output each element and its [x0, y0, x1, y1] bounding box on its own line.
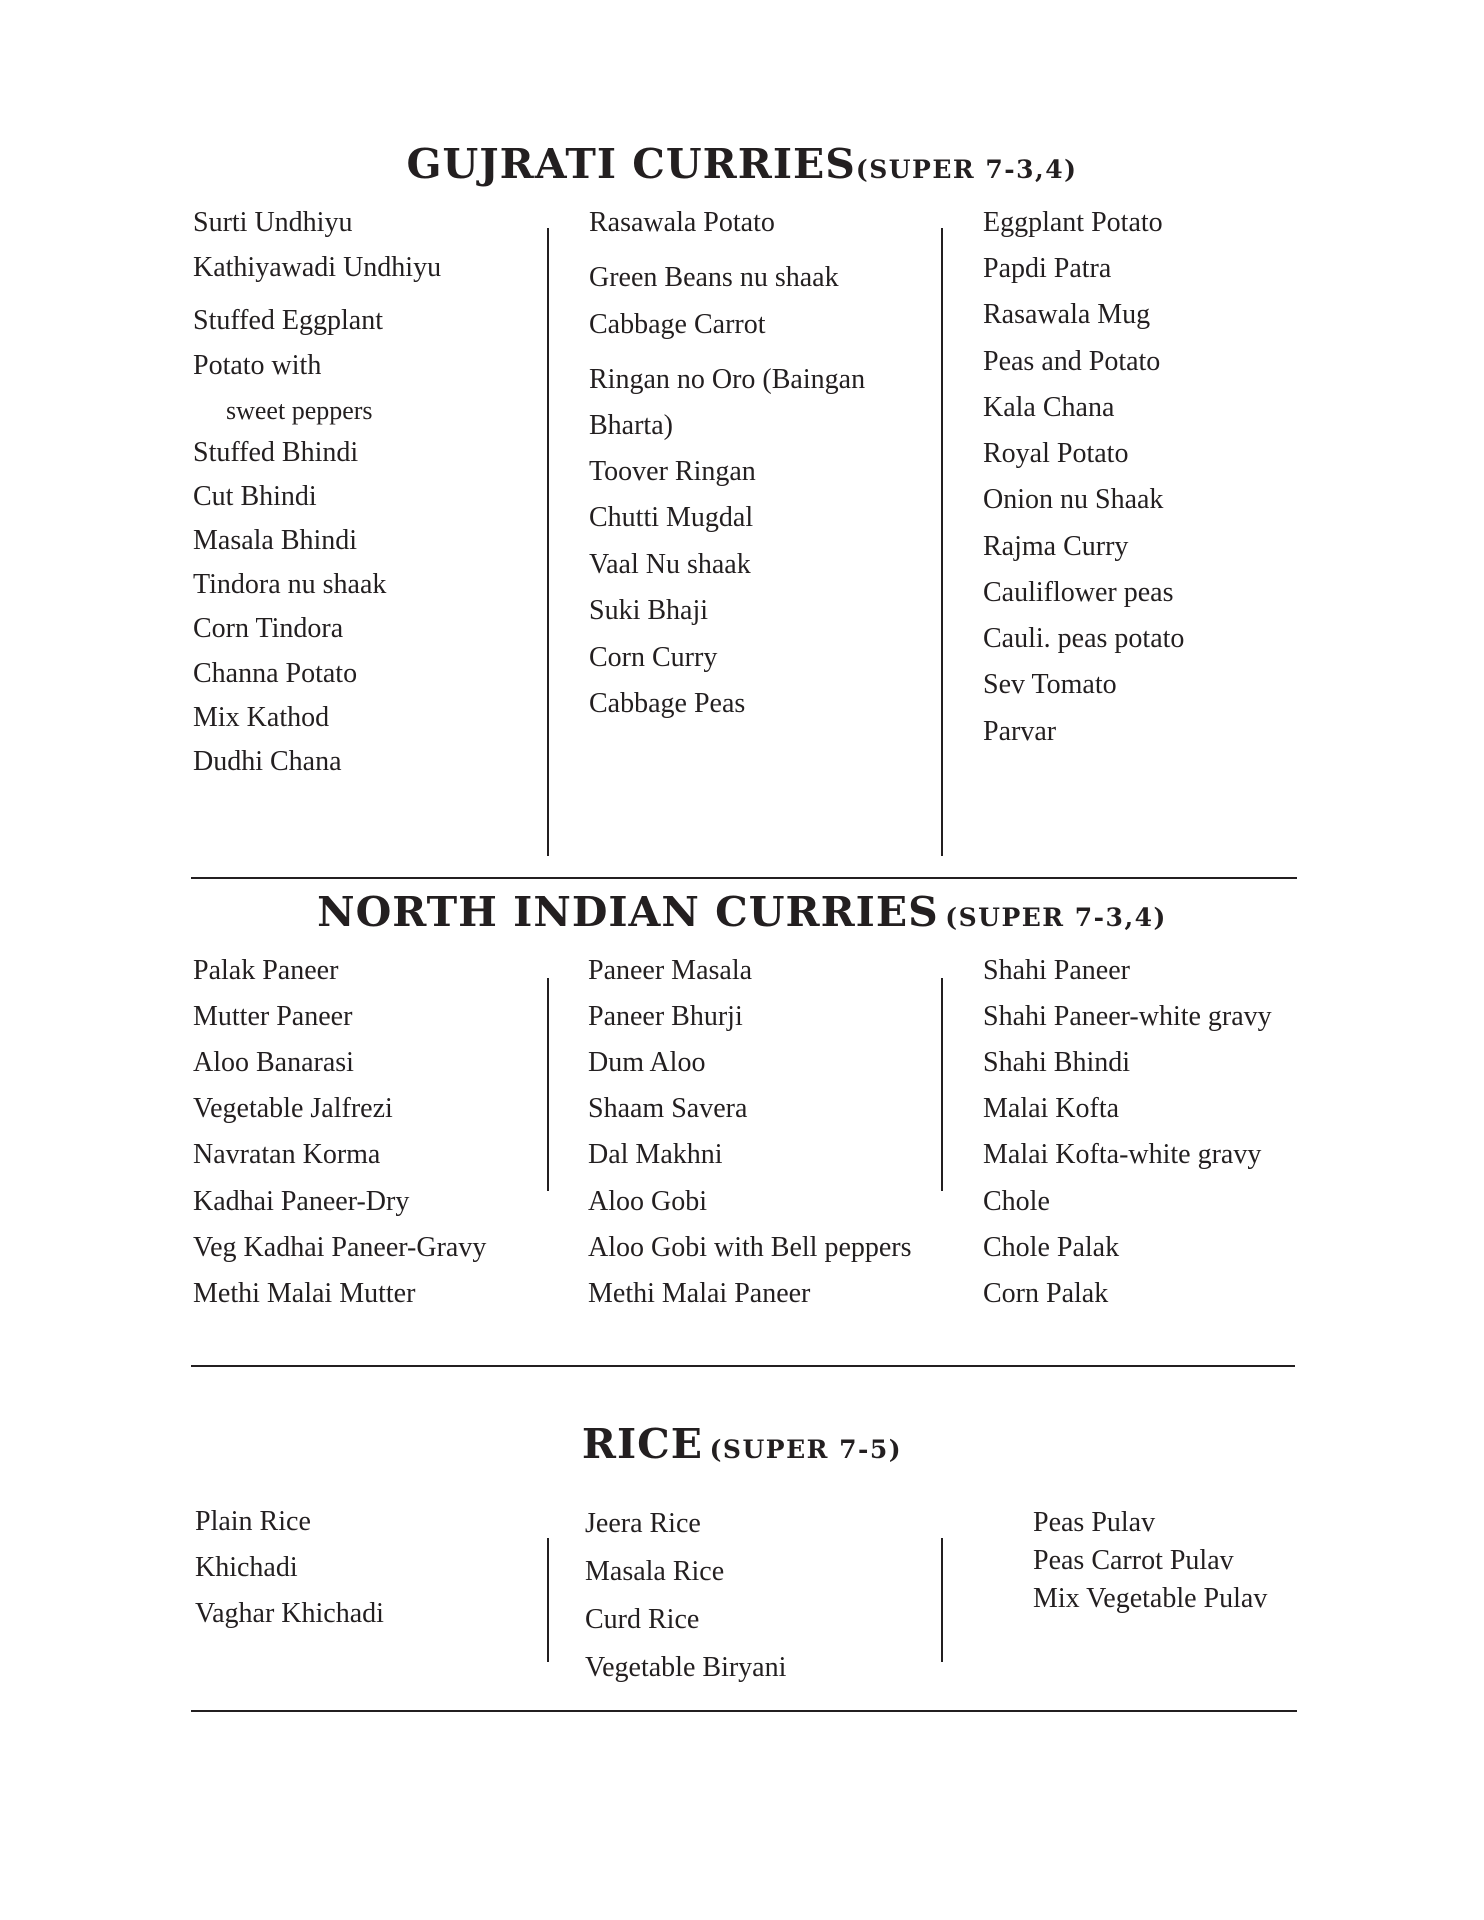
menu-item: Papdi Patra	[983, 253, 1112, 284]
menu-item: Shaam Savera	[588, 1093, 748, 1124]
menu-item: Shahi Bhindi	[983, 1047, 1131, 1078]
menu-item: Green Beans nu shaak	[589, 262, 839, 293]
menu-item: Malai Kofta-white gravy	[983, 1139, 1262, 1170]
menu-item: Peas Carrot Pulav	[1033, 1545, 1234, 1576]
menu-item: Kadhai Paneer-Dry	[193, 1186, 410, 1217]
menu-item: Aloo Gobi with Bell peppers	[588, 1232, 912, 1263]
menu-item: Methi Malai Mutter	[193, 1278, 416, 1309]
menu-item: Khichadi	[195, 1552, 298, 1583]
north-indian-curries-heading	[0, 888, 1484, 936]
menu-item-continuation: sweet peppers	[226, 396, 373, 425]
section-divider	[191, 1710, 1297, 1712]
menu-item: Vegetable Jalfrezi	[193, 1093, 393, 1124]
menu-item: Veg Kadhai Paneer-Gravy	[193, 1232, 487, 1263]
menu-item: Mutter Paneer	[193, 1001, 353, 1032]
menu-item: Peas Pulav	[1033, 1507, 1156, 1538]
menu-item: Shahi Paneer	[983, 955, 1130, 986]
menu-item: Corn Tindora	[193, 613, 344, 644]
menu-item: Mix Kathod	[193, 702, 330, 733]
menu-item: Shahi Paneer-white gravy	[983, 1001, 1272, 1032]
menu-item: Aloo Gobi	[588, 1186, 707, 1217]
menu-item: Potato with	[193, 350, 322, 381]
menu-item: Palak Paneer	[193, 955, 339, 986]
menu-item: Sev Tomato	[983, 669, 1117, 700]
menu-item: Surti Undhiyu	[193, 207, 353, 238]
menu-item: Vegetable Biryani	[585, 1652, 787, 1683]
menu-item: Dum Aloo	[588, 1047, 706, 1078]
menu-item: Vaghar Khichadi	[195, 1598, 384, 1629]
menu-item: Vaal Nu shaak	[589, 549, 751, 580]
menu-item: Chole	[983, 1186, 1050, 1217]
menu-item: Ringan no Oro (Baingan	[589, 364, 866, 395]
menu-item: Onion nu Shaak	[983, 484, 1164, 515]
north-indian-curries-title: NORTH INDIAN CURRIES	[317, 888, 939, 936]
menu-item: Stuffed Eggplant	[193, 305, 384, 336]
menu-item: Cabbage Carrot	[589, 309, 766, 340]
rice-title: RICE	[581, 1420, 704, 1468]
gujrati-curries-note: (SUPER 7-3,4)	[855, 155, 1078, 184]
menu-item: Aloo Banarasi	[193, 1047, 354, 1078]
menu-item: Channa Potato	[193, 658, 358, 689]
menu-item: Stuffed Bhindi	[193, 437, 359, 468]
menu-item: Navratan Korma	[193, 1139, 381, 1170]
menu-item: Chole Palak	[983, 1232, 1120, 1263]
gujrati-curries-heading	[0, 140, 1484, 188]
menu-item: Mix Vegetable Pulav	[1033, 1583, 1268, 1614]
rice-note: (SUPER 7-5)	[709, 1435, 903, 1464]
menu-item: Curd Rice	[585, 1604, 700, 1635]
menu-item: Dudhi Chana	[193, 746, 342, 777]
menu-item: Masala Bhindi	[193, 525, 358, 556]
menu-item: Cabbage Peas	[589, 688, 746, 719]
section-divider	[191, 1365, 1295, 1367]
menu-item: Kathiyawadi Undhiyu	[193, 252, 442, 283]
menu-item: Plain Rice	[195, 1506, 311, 1537]
rice-heading	[0, 1420, 1484, 1468]
column-divider	[547, 978, 549, 1191]
section-divider	[191, 877, 1297, 879]
column-divider	[941, 1538, 943, 1662]
menu-item-continuation: Bharta)	[589, 410, 673, 441]
menu-item: Cut Bhindi	[193, 481, 317, 512]
menu-item: Rasawala Mug	[983, 299, 1151, 330]
menu-item: Corn Curry	[589, 642, 718, 673]
menu-item: Jeera Rice	[585, 1508, 701, 1539]
menu-item: Parvar	[983, 716, 1057, 747]
menu-item: Toover Ringan	[589, 456, 756, 487]
menu-item: Tindora nu shaak	[193, 569, 387, 600]
column-divider	[547, 1538, 549, 1662]
menu-item: Malai Kofta	[983, 1093, 1120, 1124]
menu-item: Peas and Potato	[983, 346, 1161, 377]
menu-item: Royal Potato	[983, 438, 1129, 469]
menu-item: Chutti Mugdal	[589, 502, 754, 533]
menu-item: Dal Makhni	[588, 1139, 723, 1170]
menu-item: Eggplant Potato	[983, 207, 1163, 238]
gujrati-curries-title: GUJRATI CURRIES	[406, 140, 856, 188]
menu-item: Paneer Bhurji	[588, 1001, 743, 1032]
menu-item: Cauliflower peas	[983, 577, 1174, 608]
menu-item: Kala Chana	[983, 392, 1115, 423]
menu-item: Corn Palak	[983, 1278, 1109, 1309]
column-divider	[547, 228, 549, 856]
menu-item: Rajma Curry	[983, 531, 1129, 562]
column-divider	[941, 978, 943, 1191]
menu-item: Suki Bhaji	[589, 595, 709, 626]
north-indian-curries-note: (SUPER 7-3,4)	[945, 903, 1167, 932]
column-divider	[941, 228, 943, 856]
menu-item: Masala Rice	[585, 1556, 725, 1587]
menu-item: Paneer Masala	[588, 955, 753, 986]
menu-item: Cauli. peas potato	[983, 623, 1185, 654]
menu-item: Methi Malai Paneer	[588, 1278, 811, 1309]
menu-item: Rasawala Potato	[589, 207, 775, 238]
